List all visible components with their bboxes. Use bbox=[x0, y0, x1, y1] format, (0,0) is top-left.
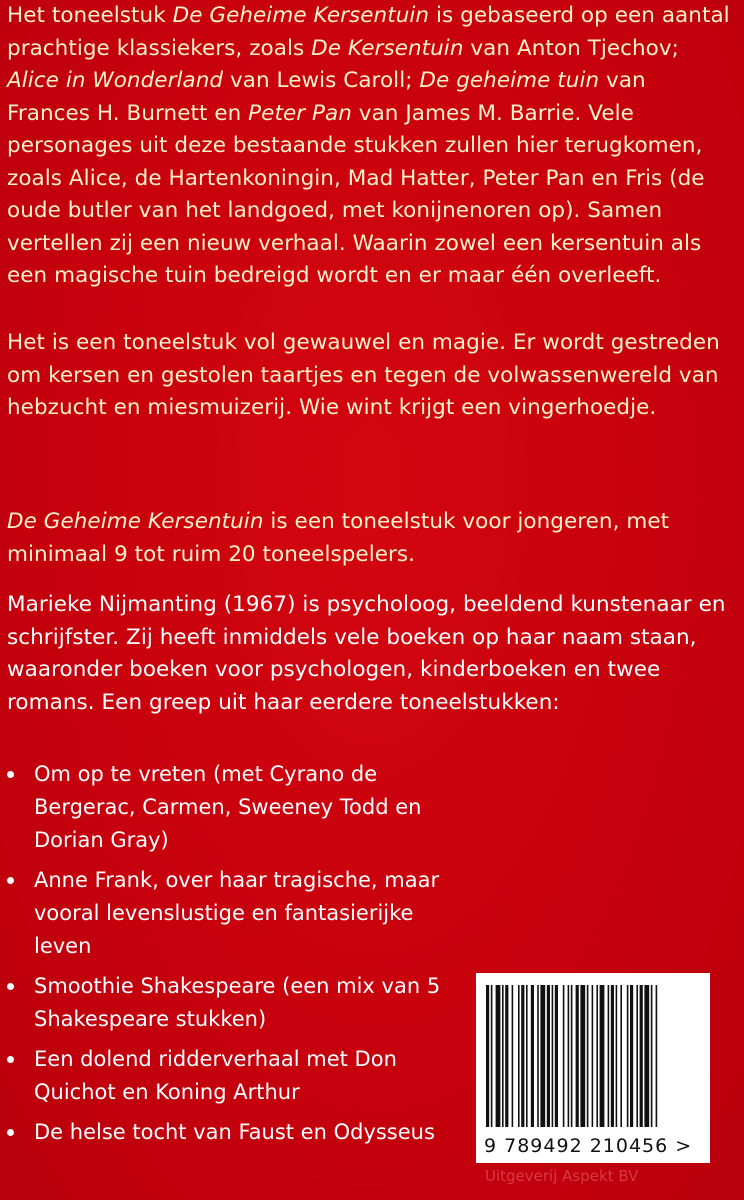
text-segment: van James M. Barrie. Vele personages uit deze bestaande stukken zullen hier terugkomen, zoals Alice, de Hartenkoningin, Mad Hatter, Peter Pan en Fris (de oude butler van het landgoed, met konijnenoren op). Samen vertellen zij een nieuw verhaal. Waarin zowel een kersentuin als een magische tuin bedreigd wordt en er maar één overleeft. bbox=[7, 100, 705, 288]
barcode-bar bbox=[568, 985, 570, 1127]
theme-paragraph: Het is een toneelstuk vol gewauwel en magie. Er wordt gestreden om kersen en gestolen taartjes en tegen de volwassenwereld van hebzucht en miesmuizerij. Wie wint krijgt een vingerhoedje. bbox=[7, 330, 720, 420]
publisher-name: Uitgeverij Aspekt BV bbox=[485, 1167, 639, 1185]
list-item bbox=[0, 864, 460, 963]
title-segment: De Geheime Kersentuin bbox=[172, 3, 430, 28]
bullet-icon bbox=[7, 771, 14, 778]
list-item bbox=[0, 758, 460, 857]
barcode-bar bbox=[636, 985, 638, 1127]
barcode-bar bbox=[505, 985, 508, 1127]
barcode-bar bbox=[496, 985, 501, 1127]
barcode-bar bbox=[491, 985, 493, 1127]
barcode-bar bbox=[571, 985, 573, 1127]
barcode-bar bbox=[486, 985, 489, 1127]
text-segment: Het toneelstuk bbox=[7, 3, 173, 28]
title-segment: Alice in Wonderland bbox=[7, 68, 224, 93]
previous-plays-list bbox=[0, 758, 460, 1156]
barcode-bar bbox=[630, 985, 633, 1127]
barcode-bar bbox=[627, 985, 629, 1127]
barcode-bar bbox=[502, 985, 504, 1127]
barcode-bar bbox=[620, 985, 622, 1127]
barcode-bar bbox=[611, 985, 614, 1127]
list-item bbox=[0, 1043, 460, 1109]
barcode-bar bbox=[540, 985, 545, 1127]
barcode-bar bbox=[537, 985, 539, 1127]
barcode-bar bbox=[651, 985, 653, 1127]
barcode-bar bbox=[521, 985, 524, 1127]
bullet-icon bbox=[7, 1129, 14, 1136]
barcode-bar bbox=[608, 985, 610, 1127]
bullet-icon bbox=[7, 983, 14, 990]
text-segment: is gebaseerd op een aantal prachtige klassiekers, zoals bbox=[7, 3, 730, 61]
barcode-bar bbox=[640, 985, 643, 1127]
title-segment: De geheime tuin bbox=[419, 68, 600, 93]
barcode-bar bbox=[616, 985, 618, 1127]
barcode-bar bbox=[552, 985, 554, 1127]
barcode-bar bbox=[512, 985, 514, 1127]
title-segment: Peter Pan bbox=[248, 100, 352, 126]
bullet-icon bbox=[7, 1056, 14, 1063]
list-item-text: Om op te vreten (met Cyrano de Bergerac, Carmen, Sweeney Todd en Dorian Gray) bbox=[34, 762, 422, 852]
title-segment: De Geheime Kersentuin bbox=[7, 509, 264, 534]
cast-paragraph bbox=[7, 506, 734, 571]
list-item-text: Een dolend ridderverhaal met Don Quichot en Koning Arthur bbox=[34, 1047, 397, 1104]
barcode-bar bbox=[592, 985, 594, 1127]
synopsis-paragraph bbox=[7, 0, 734, 293]
barcode-bar bbox=[526, 985, 528, 1127]
barcode-bar bbox=[518, 985, 520, 1127]
barcode-bar bbox=[555, 985, 558, 1127]
barcode-bar bbox=[563, 985, 565, 1127]
author-bio-paragraph: Marieke Nijmanting (1967) is psycholoog, beeldend kunstenaar en schrijfster. Zij heeft inmiddels vele boeken op haar naam staan, waaronder boeken voor psychologen, kinderboeken en twee romans. Een greep uit haar eerdere toneelstukken: bbox=[7, 592, 726, 715]
barcode-bar bbox=[547, 985, 550, 1127]
text-segment: is een toneelstuk voor jongeren, met minimaal 9 tot ruim 20 toneelspelers. bbox=[7, 509, 670, 567]
text-segment: van Lewis Caroll; bbox=[223, 68, 420, 93]
barcode-bar bbox=[656, 985, 658, 1127]
barcode-bar bbox=[576, 985, 579, 1127]
isbn-digits: 9 789492 210456 > bbox=[484, 1135, 693, 1157]
isbn-barcode bbox=[476, 973, 710, 1163]
list-item bbox=[0, 970, 460, 1036]
list-item-text: De helse tocht van Faust en Odysseus bbox=[34, 1120, 435, 1144]
list-item-text: Smoothie Shakespeare (een mix van 5 Shakespeare stukken) bbox=[34, 974, 441, 1031]
barcode-bar bbox=[531, 985, 534, 1127]
text-segment: van Anton Tjechov; bbox=[463, 35, 679, 61]
text-segment: van Frances H. Burnett en bbox=[7, 68, 646, 126]
barcode-bar bbox=[580, 985, 585, 1127]
barcode-bar bbox=[644, 985, 649, 1127]
bullet-icon bbox=[7, 877, 14, 884]
title-segment: De Kersentuin bbox=[311, 35, 464, 61]
barcode-bar bbox=[587, 985, 589, 1127]
list-item bbox=[0, 1116, 460, 1149]
barcode-bar bbox=[596, 985, 598, 1127]
barcode-bar bbox=[600, 985, 605, 1127]
list-item-text: Anne Frank, over haar tragische, maar vooral levenslustige en fantasierijke leven bbox=[34, 868, 440, 958]
